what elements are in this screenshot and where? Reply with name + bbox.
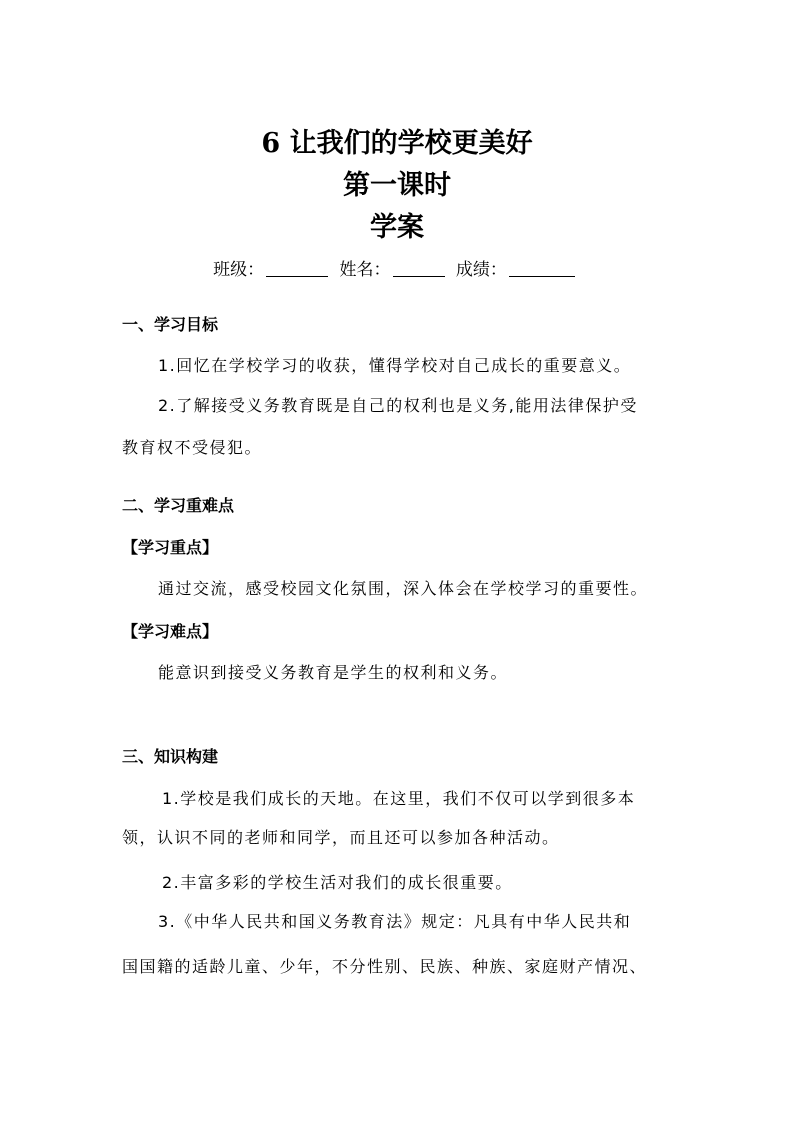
key-points-text: 通过交流，感受校园文化氛围，深入体会在学校学习的重要性。 <box>158 579 649 598</box>
section1-item2-line1: 2.了解接受义务教育既是自己的权利也是义务,能用法律保护受 <box>158 396 638 415</box>
document-type: 学案 <box>370 212 424 243</box>
lesson-subtitle: 第一课时 <box>343 170 451 201</box>
section3-item3-line2: 国国籍的适龄儿童、少年，不分性别、民族、种族、家庭财产情况、 <box>122 957 648 976</box>
section3-item3-line1: 3.《中华人民共和国义务教育法》规定：凡具有中华人民共和 <box>158 912 632 931</box>
class-blank[interactable] <box>266 258 328 277</box>
score-label: 成绩： <box>455 260 507 280</box>
section3-item2: 2.丰富多彩的学校生活对我们的成长很重要。 <box>162 873 513 892</box>
class-label: 班级： <box>213 260 265 280</box>
name-blank[interactable] <box>393 258 445 277</box>
score-blank[interactable] <box>509 258 575 277</box>
section1-heading: 一、学习目标 <box>122 315 219 334</box>
section2-heading: 二、学习重难点 <box>122 496 235 515</box>
section3-item1-line1: 1.学校是我们成长的天地。在这里，我们不仅可以学到很多本 <box>162 789 636 808</box>
key-points-label: 【学习重点】 <box>122 538 219 557</box>
student-info-line <box>0 257 794 283</box>
difficult-points-label: 【学习难点】 <box>122 622 219 641</box>
section1-item2-line2: 教育权不受侵犯。 <box>122 438 263 457</box>
section1-item1: 1.回忆在学校学习的收获，懂得学校对自己成长的重要意义。 <box>158 356 632 375</box>
name-label: 姓名： <box>339 260 391 280</box>
section3-heading: 三、知识构建 <box>122 747 219 766</box>
section3-item1-line2: 领，认识不同的老师和同学，而且还可以参加各种活动。 <box>122 828 560 847</box>
difficult-points-text: 能意识到接受义务教育是学生的权利和义务。 <box>158 663 509 682</box>
lesson-title: 6 让我们的学校更美好 <box>261 128 533 159</box>
